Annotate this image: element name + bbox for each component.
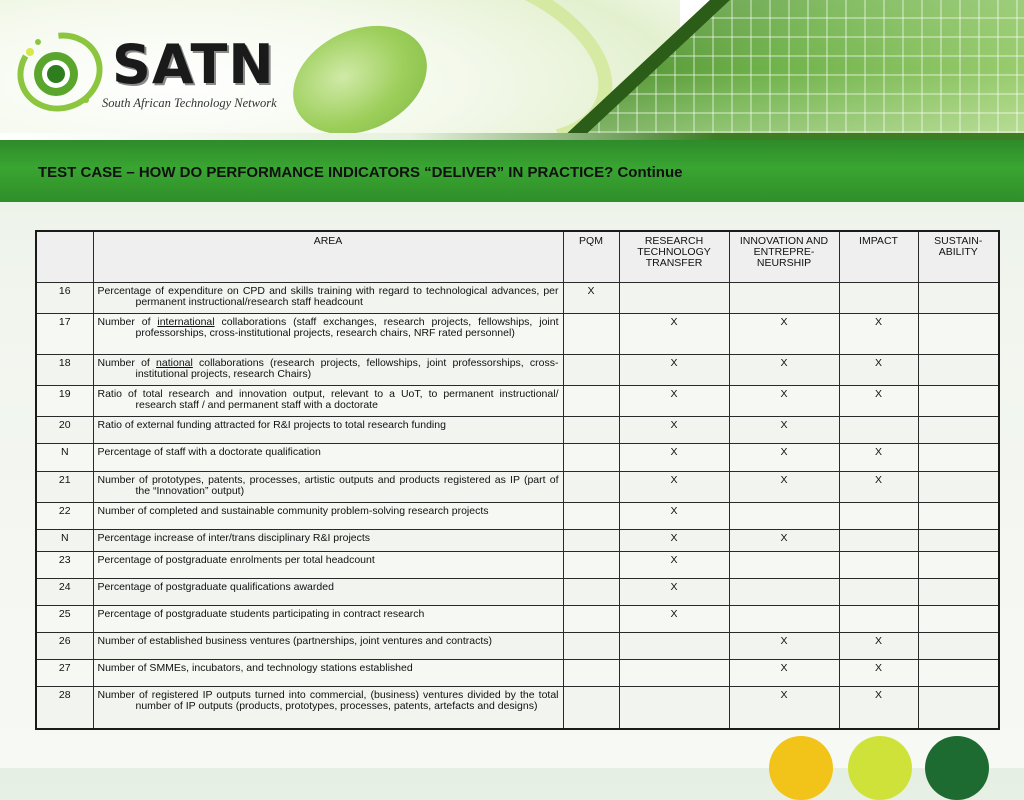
row-number: 25 [36,606,93,633]
area-text: Ratio of total research and innovation output, relevant to a UoT, to permanent instructional/ research staff / and permanent staff with a doctorate [97,388,559,411]
row-area-description [93,503,563,530]
cell-pqm [563,660,619,687]
table-row [36,417,999,444]
cell-impact [839,552,918,579]
table-row [36,660,999,687]
cell-sustain [918,633,999,660]
area-text-start: Number of [97,357,157,369]
cell-innovation: X [729,314,839,355]
row-number: 17 [36,314,93,355]
table-row [36,606,999,633]
cell-pqm [563,633,619,660]
cell-sustain [918,503,999,530]
cell-impact: X [839,386,918,417]
performance-indicator-table [35,230,1000,730]
cell-research: X [619,314,729,355]
cell-innovation: X [729,472,839,503]
column-header-number [36,231,93,283]
cell-impact [839,579,918,606]
cell-innovation: X [729,530,839,552]
indicator-table-container [35,230,998,730]
cell-sustain [918,386,999,417]
area-text: Percentage of staff with a doctorate qualification [97,446,321,458]
cell-innovation: X [729,444,839,472]
header-bottom-line [0,133,1024,140]
area-text: Percentage increase of inter/trans disciplinary R&I projects [97,532,371,544]
area-text: Number of established business ventures (partnerships, joint ventures and contracts) [97,635,493,647]
cell-research [619,687,729,729]
cell-research: X [619,503,729,530]
area-text: Number of registered IP outputs turned into commercial, (business) ventures divided by the total number of IP outputs (products, prototypes, processes, patents, artefacts and designs) [97,689,559,712]
cell-research [619,633,729,660]
row-area-description [93,530,563,552]
cell-innovation: X [729,633,839,660]
row-area-description [93,472,563,503]
cell-impact: X [839,444,918,472]
cell-sustain [918,283,999,314]
row-number: 20 [36,417,93,444]
cell-sustain [918,472,999,503]
cell-impact: X [839,633,918,660]
column-header-innovation-entrepreneurship: INNOVATION AND ENTREPRE-NEURSHIP [729,231,839,283]
cell-research: X [619,386,729,417]
cell-sustain [918,579,999,606]
cell-pqm [563,687,619,729]
column-header-impact: IMPACT [839,231,918,283]
cell-innovation: X [729,355,839,386]
cell-sustain [918,444,999,472]
row-area-description [93,386,563,417]
cell-pqm [563,444,619,472]
table-row [36,444,999,472]
cell-impact: X [839,687,918,729]
cell-pqm [563,472,619,503]
slide-header [0,0,1024,140]
row-number: N [36,444,93,472]
row-number: 18 [36,355,93,386]
table-row [36,355,999,386]
row-number: 19 [36,386,93,417]
table-row [36,633,999,660]
area-text-end: collaborations (research projects, fellowships, joint professorships, cross-institutional projects, research Chairs) [135,357,559,380]
column-header-pqm: PQM [563,231,619,283]
cell-innovation [729,283,839,314]
row-area-description [93,355,563,386]
decorative-circle [848,736,912,800]
table-row [36,472,999,503]
cell-innovation: X [729,386,839,417]
cell-innovation [729,552,839,579]
row-number: 28 [36,687,93,729]
cell-sustain [918,552,999,579]
logo-subtitle: South African Technology Network [102,96,277,110]
cell-impact: X [839,660,918,687]
cell-research: X [619,417,729,444]
cell-sustain [918,314,999,355]
column-header-area: AREA [93,231,563,283]
cell-research: X [619,530,729,552]
table-row [36,314,999,355]
area-text: Ratio of external funding attracted for R&I projects to total research funding [97,419,446,431]
row-number: 16 [36,283,93,314]
area-text: Percentage of postgraduate enrolments per total headcount [97,554,375,566]
cell-impact [839,417,918,444]
cell-research: X [619,472,729,503]
table-row [36,579,999,606]
row-number: 23 [36,552,93,579]
cell-impact: X [839,314,918,355]
satn-logo [16,26,286,116]
area-text: Number of completed and sustainable community problem-solving research projects [97,505,489,517]
cell-impact [839,530,918,552]
cell-research: X [619,552,729,579]
decorative-circle [769,736,833,800]
row-number: N [36,530,93,552]
cell-innovation [729,606,839,633]
row-area-description [93,660,563,687]
row-number: 27 [36,660,93,687]
cell-pqm [563,606,619,633]
decorative-circle [925,736,989,800]
cell-pqm [563,386,619,417]
cell-research [619,660,729,687]
area-text-end: collaborations (staff exchanges, research projects, fellowships, joint professorships, cross-institutional projects, research chairs, NRF rated personnel) [135,316,559,339]
row-area-description [93,283,563,314]
table-row [36,283,999,314]
row-number: 24 [36,579,93,606]
area-text [98,358,559,380]
cell-sustain [918,687,999,729]
area-text: Number of SMMEs, incubators, and technology stations established [97,662,413,674]
table-row [36,530,999,552]
row-area-description [93,633,563,660]
area-text [98,317,559,339]
cell-impact [839,283,918,314]
row-number: 22 [36,503,93,530]
cell-sustain [918,417,999,444]
cell-research: X [619,606,729,633]
table-header-row [36,231,999,283]
cell-innovation [729,579,839,606]
cell-impact: X [839,355,918,386]
cell-pqm [563,552,619,579]
cell-impact: X [839,472,918,503]
column-header-sustainability: SUSTAIN-ABILITY [918,231,999,283]
cell-pqm [563,355,619,386]
area-text-underlined: national [156,357,193,369]
table-body [36,283,999,729]
cell-pqm [563,579,619,606]
cell-innovation: X [729,417,839,444]
cell-pqm [563,314,619,355]
cell-research: X [619,444,729,472]
title-bar [0,140,1024,202]
row-area-description [93,417,563,444]
cell-sustain [918,355,999,386]
row-number: 26 [36,633,93,660]
area-text: Percentage of postgraduate students participating in contract research [97,608,425,620]
cell-innovation [729,503,839,530]
row-area-description [93,314,563,355]
cell-pqm [563,530,619,552]
satn-logo-mark-icon [16,26,108,116]
area-text-start: Number of [97,316,158,328]
cell-sustain [918,660,999,687]
column-header-research-technology-transfer: RESEARCH TECHNOLOGY TRANSFER [619,231,729,283]
row-number: 21 [36,472,93,503]
table-row [36,687,999,729]
area-text: Number of prototypes, patents, processes, artistic outputs and products registered as IP (part of the “Innovation” output) [97,474,559,497]
cell-impact [839,503,918,530]
area-text: Percentage of expenditure on CPD and skills training with regard to technological advances, per permanent instructional/research staff headcount [97,285,559,308]
cell-sustain [918,606,999,633]
cell-impact [839,606,918,633]
area-text: Percentage of postgraduate qualifications awarded [97,581,334,593]
row-area-description [93,552,563,579]
table-row [36,386,999,417]
row-area-description [93,687,563,729]
cell-research: X [619,579,729,606]
row-area-description [93,606,563,633]
cell-sustain [918,530,999,552]
cell-research [619,283,729,314]
cell-pqm [563,503,619,530]
table-row [36,503,999,530]
cell-pqm [563,417,619,444]
cell-pqm: X [563,283,619,314]
table-row [36,552,999,579]
row-area-description [93,444,563,472]
area-text-underlined: international [157,316,215,328]
cell-innovation: X [729,687,839,729]
cell-innovation: X [729,660,839,687]
logo-wordmark: SATN [112,33,275,96]
cell-research: X [619,355,729,386]
slide-title: TEST CASE – HOW DO PERFORMANCE INDICATORS “DELIVER” IN PRACTICE? Continue [38,164,683,181]
row-area-description [93,579,563,606]
